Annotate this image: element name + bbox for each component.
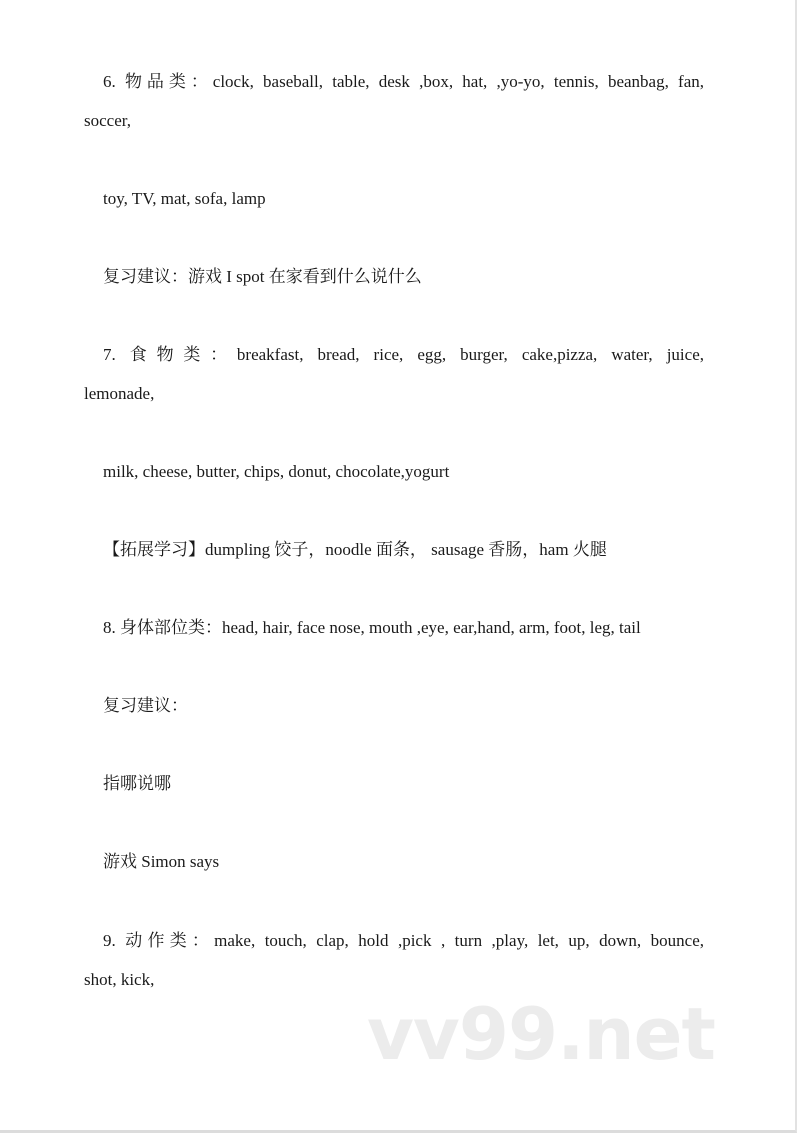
category-6-items-line2: soccer, [84, 111, 131, 130]
category-9-items-line1: 9. 动作类：make, touch, clap, hold ,pick , turn ,play, let, up, down, bounce, [103, 931, 704, 950]
category-8-review-tip: 复习建议： [103, 696, 188, 715]
category-9-items-line2: shot, kick, [84, 970, 155, 989]
category-6-review-tip: 复习建议：游戏 I spot 在家看到什么说什么 [103, 267, 422, 286]
category-6-items-line3: toy, TV, mat, sofa, lamp [103, 189, 266, 208]
watermark: vv99.net [367, 992, 715, 1076]
category-7-extension: 【拓展学习】dumpling 饺子，noodle 面条， sausage 香肠，ham 火腿 [103, 540, 607, 559]
category-6-items-line1: 6. 物品类：clock, baseball, table, desk ,box, hat, ,yo-yo, tennis, beanbag, fan, [103, 72, 704, 91]
category-7-items-line3: milk, cheese, butter, chips, donut, chocolate,yogurt [103, 462, 450, 481]
category-8-tip-point-say: 指哪说哪 [103, 774, 171, 793]
category-8-tip-simon-says: 游戏 Simon says [103, 852, 220, 871]
category-7-items-line2: lemonade, [84, 384, 155, 403]
category-7-items-line1: 7. 食物类：breakfast, bread, rice, egg, burger, cake,pizza, water, juice, [103, 345, 704, 364]
category-8-items-line1: 8. 身体部位类：head, hair, face nose, mouth ,eye, ear,hand, arm, foot, leg, tail [103, 618, 641, 637]
